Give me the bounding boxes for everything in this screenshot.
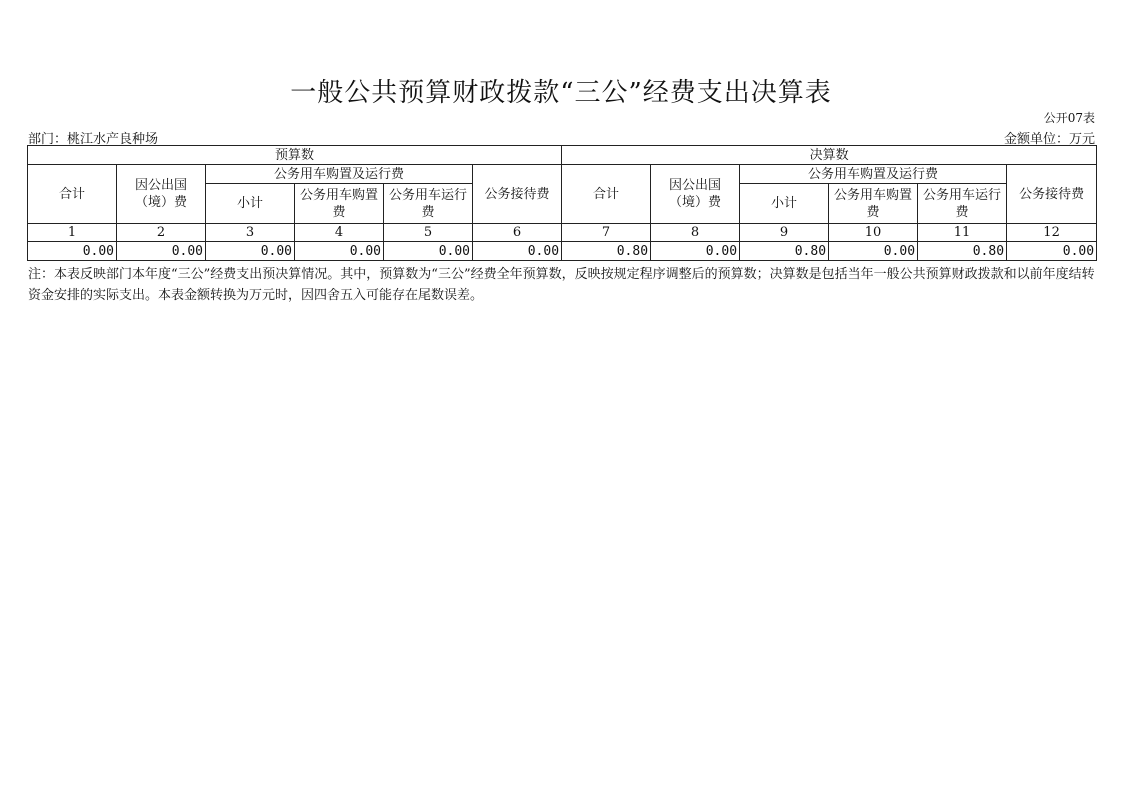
value-row — [28, 242, 1097, 261]
group-header-budget: 预算数 — [28, 146, 562, 165]
group-header-final: 决算数 — [562, 146, 1097, 165]
footnote: 注：本表反映部门本年度“三公”经费支出预决算情况。其中，预算数为“三公”经费全年预算数，反映按规定程序调整后的预算数；决算数是包括当年一般公共预算财政拨款和以前年度结转资金安排的实际支出。本表金额转换为万元时，因四舍五入可能存在尾数误差。 — [28, 267, 1095, 303]
index-cell: 5 — [384, 224, 473, 242]
form-number: 公开07表 — [1043, 111, 1095, 125]
header-budget-vehicle-buy: 公务用车购置费 — [295, 184, 384, 224]
index-cell: 7 — [562, 224, 651, 242]
header-final-vehicle: 公务用车购置及运行费 — [740, 165, 1007, 184]
value-cell: 0.80 — [740, 242, 829, 261]
index-cell: 4 — [295, 224, 384, 242]
three-public-expense-table — [27, 145, 1097, 261]
value-cell: 0.80 — [562, 242, 651, 261]
unit-label: 金额单位：万元 — [1003, 132, 1095, 147]
value-cell: 0.00 — [384, 242, 473, 261]
index-cell: 2 — [117, 224, 206, 242]
header-final-reception: 公务接待费 — [1007, 165, 1097, 224]
header-final-vehicle-buy: 公务用车购置费 — [829, 184, 918, 224]
index-cell: 12 — [1007, 224, 1097, 242]
value-cell: 0.00 — [829, 242, 918, 261]
header-budget-reception: 公务接待费 — [473, 165, 562, 224]
value-cell: 0.00 — [1007, 242, 1097, 261]
value-cell: 0.80 — [918, 242, 1007, 261]
header-budget-abroad: 因公出国（境）费 — [117, 165, 206, 224]
index-cell: 6 — [473, 224, 562, 242]
value-cell: 0.00 — [651, 242, 740, 261]
header-final-total: 合计 — [562, 165, 651, 224]
page-title: 一般公共预算财政拨款“三公”经费支出决算表 — [290, 78, 832, 108]
value-cell: 0.00 — [117, 242, 206, 261]
value-cell: 0.00 — [206, 242, 295, 261]
header-budget-vehicle-run: 公务用车运行费 — [384, 184, 473, 224]
index-cell: 8 — [651, 224, 740, 242]
index-cell: 10 — [829, 224, 918, 242]
header-budget-total: 合计 — [28, 165, 117, 224]
header-budget-subtotal: 小计 — [206, 184, 295, 224]
value-cell: 0.00 — [473, 242, 562, 261]
value-cell: 0.00 — [28, 242, 117, 261]
index-row — [28, 224, 1097, 242]
header-final-vehicle-run: 公务用车运行费 — [918, 184, 1007, 224]
index-cell: 9 — [740, 224, 829, 242]
header-final-abroad: 因公出国（境）费 — [651, 165, 740, 224]
index-cell: 3 — [206, 224, 295, 242]
index-cell: 1 — [28, 224, 117, 242]
header-final-subtotal: 小计 — [740, 184, 829, 224]
header-budget-vehicle: 公务用车购置及运行费 — [206, 165, 473, 184]
department-label: 部门：桃江水产良种场 — [28, 132, 159, 147]
value-cell: 0.00 — [295, 242, 384, 261]
index-cell: 11 — [918, 224, 1007, 242]
